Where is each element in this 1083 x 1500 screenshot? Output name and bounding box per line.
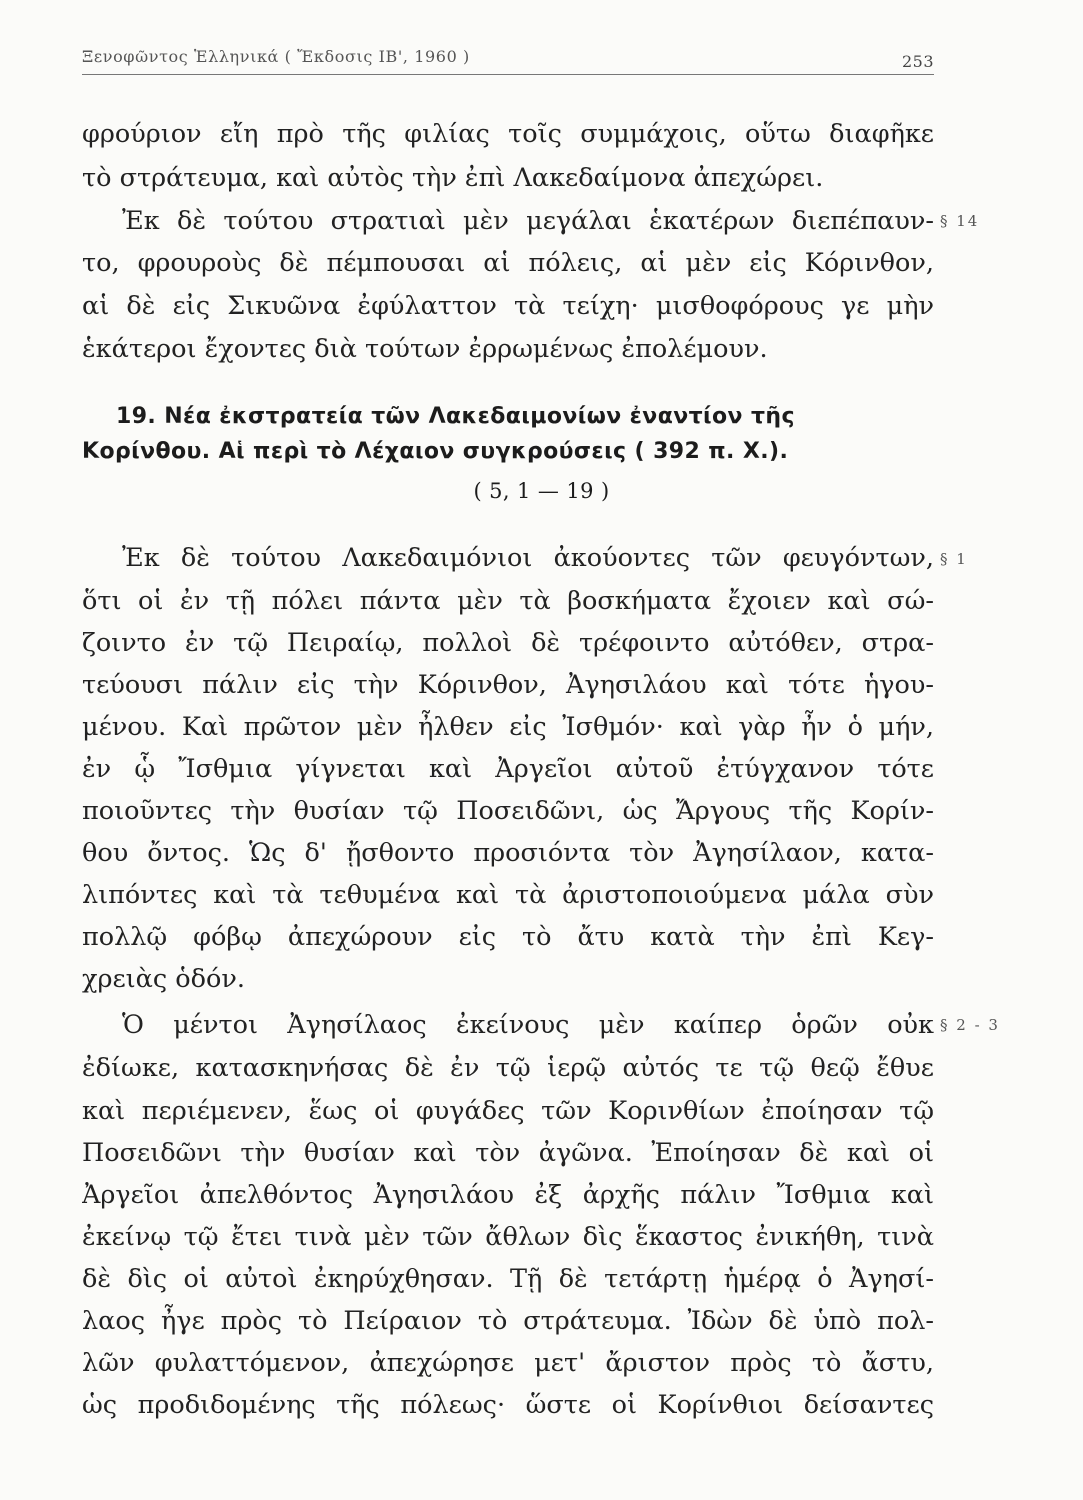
section-reference: ( 5, 1 — 19 ) [473, 479, 610, 503]
text-line: ἐκείνῳ τῷ ἔτει τινὰ μὲν τῶν ἄθλων δὶς ἕκαστος ἐνικήθη, τινὰ [82, 1222, 934, 1252]
section-marker: § 14 [940, 212, 980, 230]
text-line: τεύουσι πάλιν εἰς τὴν Κόρινθον, Ἀγησιλάου καὶ τότε ἡγου- [82, 670, 934, 700]
text-line: ποιοῦντες τὴν θυσίαν τῷ Ποσειδῶνι, ὡς Ἄργους τῆς Κορίν- [82, 796, 934, 826]
text-line: ἑκάτεροι ἔχοντες διὰ τούτων ἐρρωμένως ἐπολέμουν. [82, 334, 768, 364]
running-header [82, 44, 934, 75]
text-line: μένου. Καὶ πρῶτον μὲν ἦλθεν εἰς Ἰσθμόν· καὶ γὰρ ἦν ὁ μήν, [82, 712, 934, 742]
section-marker: § 2 - 3 [940, 1016, 1000, 1034]
section-heading-line: Κορίνθου. Αἱ περὶ τὸ Λέχαιον συγκρούσεις ( 392 π. Χ.). [82, 439, 789, 464]
text-line: αἱ δὲ εἰς Σικυῶνα ἐφύλαττον τὰ τείχη· μισθοφόρους γε μὴν [82, 291, 934, 321]
text-line: καὶ περιέμενεν, ἕως οἱ φυγάδες τῶν Κορινθίων ἐποίησαν τῷ [82, 1096, 934, 1126]
section-heading-line: 19. Νέα ἐκστρατεία τῶν Λακεδαιμονίων ἐναντίον τῆς [116, 404, 795, 429]
text-line: λιπόντες καὶ τὰ τεθυμένα καὶ τὰ ἀριστοποιούμενα μάλα σὺν [82, 880, 934, 910]
text-line: το, φρουροὺς δὲ πέμπουσαι αἱ πόλεις, αἱ μὲν εἰς Κόρινθον, [82, 248, 934, 278]
text-line: ζοιντο ἐν τῷ Πειραίῳ, πολλοὶ δὲ τρέφοιντο αὐτόθεν, στρα- [82, 628, 934, 658]
text-line: Ὁ μέντοι Ἀγησίλαος ἐκείνους μὲν καίπερ ὁρῶν οὐκ [122, 1010, 934, 1040]
text-line: δὲ δὶς οἱ αὐτοὶ ἐκηρύχθησαν. Τῇ δὲ τετάρτῃ ἡμέρᾳ ὁ Ἀγησί- [82, 1264, 934, 1294]
text-line: φρούριον εἴη πρὸ τῆς φιλίας τοῖς συμμάχοις, οὕτω διαφῆκε [82, 119, 934, 149]
text-line: χρειὰς ὁδόν. [82, 964, 245, 994]
section-marker: § 1 [940, 550, 968, 568]
text-line: πολλῷ φόβῳ ἀπεχώρουν εἰς τὸ ἄτυ κατὰ τὴν ἐπὶ Κεγ- [82, 922, 934, 952]
text-line: τὸ στράτευμα, καὶ αὐτὸς τὴν ἐπὶ Λακεδαίμονα ἀπεχώρει. [82, 163, 824, 193]
running-title: Ξενοφῶντος Ἑλληνικά ( Ἔκδοσις ΙΒ', 1960 ) [82, 47, 470, 66]
text-line: λαος ἦγε πρὸς τὸ Πείραιον τὸ στράτευμα. Ἰδὼν δὲ ὑπὸ πολ- [82, 1306, 934, 1336]
text-line: θου ὄντος. Ὡς δ' ᾔσθοντο προσιόντα τὸν Ἀγησίλαον, κατα- [82, 838, 934, 868]
text-line: ἐν ᾧ Ἴσθμια γίγνεται καὶ Ἀργεῖοι αὐτοῦ ἐτύγχανον τότε [82, 754, 934, 784]
text-line: Ποσειδῶνι τὴν θυσίαν καὶ τὸν ἀγῶνα. Ἐποίησαν δὲ καὶ οἱ [82, 1138, 934, 1168]
text-line: Ἀργεῖοι ἀπελθόντος Ἀγησιλάου ἐξ ἀρχῆς πάλιν Ἴσθμια καὶ [82, 1180, 934, 1210]
page-number: 253 [901, 52, 934, 71]
text-line: ἐδίωκε, κατασκηνήσας δὲ ἐν τῷ ἱερῷ αὐτός τε τῷ θεῷ ἔθυε [82, 1053, 934, 1083]
text-line: ὅτι οἱ ἐν τῇ πόλει πάντα μὲν τὰ βοσκήματα ἔχοιεν καὶ σώ- [82, 586, 934, 616]
text-line: Ἐκ δὲ τούτου στρατιαὶ μὲν μεγάλαι ἑκατέρων διεπέπαυν- [122, 206, 934, 236]
text-line: λῶν φυλαττόμενον, ἀπεχώρησε μετ' ἄριστον πρὸς τὸ ἄστυ, [82, 1348, 934, 1378]
text-line: Ἐκ δὲ τούτου Λακεδαιμόνιοι ἀκούοντες τῶν φευγόντων, [122, 543, 934, 573]
text-line: ὡς προδιδομένης τῆς πόλεως· ὥστε οἱ Κορίνθιοι δείσαντες [82, 1390, 934, 1420]
